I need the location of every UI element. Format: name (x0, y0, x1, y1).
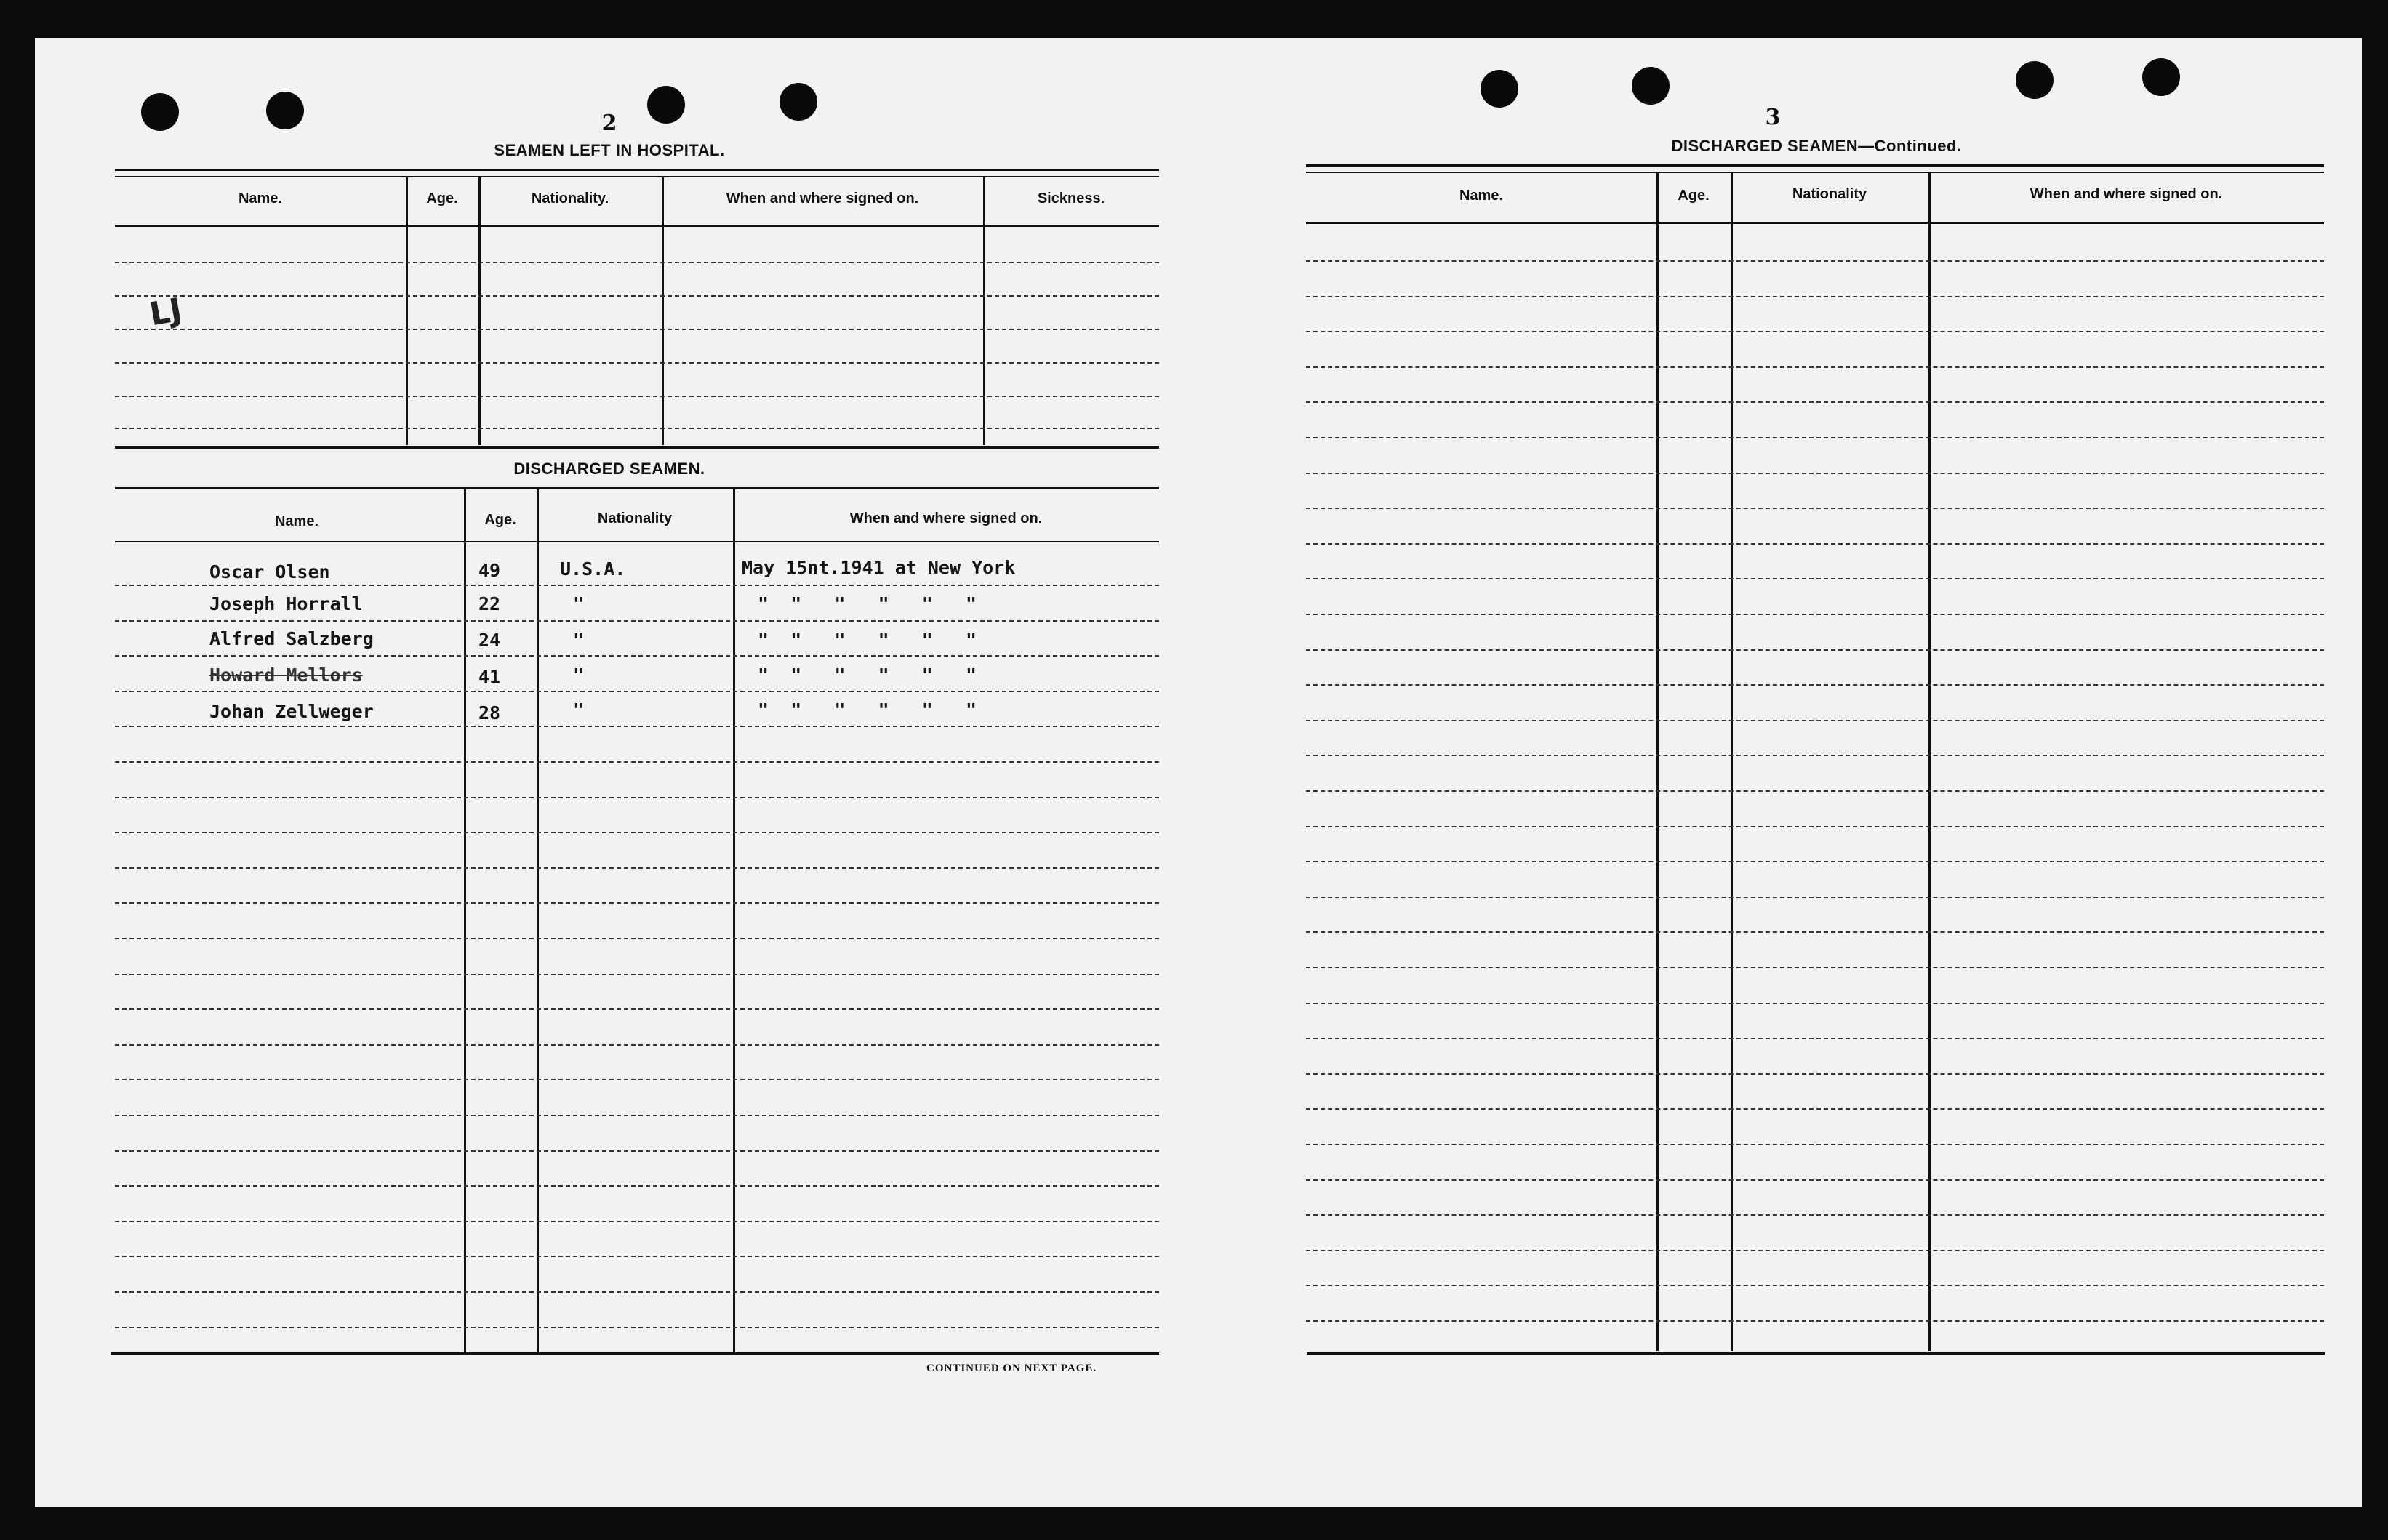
row-line (115, 1008, 1159, 1010)
row-line (115, 1327, 1159, 1328)
hospital-row-line (115, 362, 1159, 364)
hospital-table-top-rule-2 (115, 176, 1159, 177)
hospital-col-sickness: Sickness. (1037, 191, 1105, 206)
row-line (1306, 260, 2324, 262)
hospital-col-divider (662, 177, 664, 445)
row-line (115, 585, 1159, 586)
row-line (1306, 649, 2324, 651)
row-line (1306, 790, 2324, 792)
row-line (115, 938, 1159, 939)
row-line (115, 902, 1159, 904)
continued-col-divider (1656, 173, 1659, 1351)
row-line (1306, 437, 2324, 438)
continued-col-nationality: Nationality (1792, 186, 1867, 202)
row-line (1306, 1179, 2324, 1181)
discharged-col-divider (464, 489, 466, 1352)
row-line (1306, 1320, 2324, 1322)
hospital-row-line (115, 262, 1159, 263)
discharged-section-title: DISCHARGED SEAMEN. (513, 460, 705, 478)
seaman-name: Oscar Olsen (209, 561, 330, 582)
seaman-name: Johan Zellweger (209, 701, 374, 722)
continued-col-signed-on: When and where signed on. (2030, 186, 2223, 202)
seaman-signed-on: " " " " " " (758, 593, 977, 614)
row-line (115, 691, 1159, 692)
seaman-signed-on: " " " " " " (758, 665, 977, 686)
document-sheet (35, 38, 2362, 1507)
row-line (115, 1044, 1159, 1046)
continued-col-age: Age. (1678, 188, 1710, 204)
seaman-name: Joseph Horrall (209, 593, 363, 614)
continued-col-divider (1731, 173, 1733, 1351)
discharged-col-name: Name. (274, 513, 319, 529)
row-line (115, 655, 1159, 657)
row-line (115, 620, 1159, 622)
page-number: 2 (601, 111, 617, 136)
row-line (1306, 1250, 2324, 1251)
continued-col-name: Name. (1459, 188, 1504, 204)
row-line (1306, 508, 2324, 509)
row-line (115, 832, 1159, 833)
row-line (115, 1256, 1159, 1257)
row-line (1306, 401, 2324, 403)
seaman-age: 24 (478, 630, 501, 651)
continued-note: CONTINUED ON NEXT PAGE. (926, 1363, 1097, 1374)
row-line (1306, 1003, 2324, 1004)
row-line (115, 761, 1159, 763)
continued-col-divider (1928, 173, 1931, 1351)
hospital-row-line (115, 428, 1159, 429)
continued-table-top-rule (1306, 164, 2324, 167)
hospital-row-line (115, 396, 1159, 397)
row-line (115, 1150, 1159, 1152)
seaman-name: Alfred Salzberg (209, 628, 374, 649)
seaman-nationality: " (573, 699, 585, 721)
row-line (1306, 331, 2324, 332)
row-line (1306, 897, 2324, 898)
hospital-col-divider (406, 177, 408, 445)
row-line (1306, 473, 2324, 474)
discharged-col-signed-on: When and where signed on. (849, 510, 1043, 526)
hospital-col-age: Age. (426, 191, 458, 206)
hospital-col-divider (478, 177, 481, 445)
discharged-col-nationality: Nationality (597, 510, 673, 526)
row-line (1306, 1108, 2324, 1110)
hospital-row-line (115, 295, 1159, 297)
row-line (1306, 931, 2324, 933)
row-line (1306, 1214, 2324, 1216)
seaman-age: 22 (478, 593, 501, 614)
row-line (115, 1291, 1159, 1293)
right-page (1198, 38, 2362, 1507)
hospital-col-divider (983, 177, 985, 445)
seaman-nationality: " (573, 665, 585, 686)
seaman-signed-on: " " " " " " (758, 630, 977, 651)
row-line (115, 797, 1159, 798)
page-number: 3 (1765, 105, 1781, 130)
seaman-name: Howard Mellors (209, 665, 363, 686)
row-line (115, 974, 1159, 975)
hospital-section-title: SEAMEN LEFT IN HOSPITAL. (494, 141, 725, 159)
seaman-age: 49 (478, 560, 501, 581)
row-line (1306, 296, 2324, 297)
discharged-table-bottom-rule (111, 1352, 1159, 1355)
row-line (1306, 1073, 2324, 1075)
seaman-nationality: U.S.A. (560, 558, 626, 579)
row-line (115, 1185, 1159, 1187)
row-line (1306, 543, 2324, 545)
seaman-nationality: " (573, 593, 585, 614)
row-line (1306, 826, 2324, 827)
row-line (1306, 578, 2324, 579)
continued-header-rule (1306, 222, 2324, 224)
row-line (1306, 1038, 2324, 1039)
seaman-nationality: " (573, 630, 585, 651)
row-line (1306, 1285, 2324, 1286)
row-line (115, 1079, 1159, 1080)
discharged-header-rule (115, 541, 1159, 542)
row-line (115, 867, 1159, 869)
hospital-table-top-rule (115, 169, 1159, 171)
discharged-col-divider (537, 489, 539, 1352)
seaman-age: 28 (478, 702, 501, 723)
row-line (1306, 755, 2324, 756)
seaman-age: 41 (478, 666, 501, 687)
row-line (115, 1115, 1159, 1116)
row-line (115, 726, 1159, 727)
row-line (1306, 366, 2324, 368)
row-line (1306, 614, 2324, 615)
hospital-header-rule (115, 225, 1159, 227)
discharged-col-age: Age. (484, 512, 516, 528)
seaman-signed-on: " " " " " " (758, 699, 977, 721)
handwritten-mark: ᒪJ (146, 291, 185, 334)
continued-section-title: DISCHARGED SEAMEN—Continued. (1671, 137, 1962, 155)
discharged-col-divider (733, 489, 735, 1352)
hospital-col-nationality: Nationality. (531, 191, 609, 206)
hospital-col-signed-on: When and where signed on. (726, 191, 919, 206)
hospital-table-bottom-rule (115, 446, 1159, 449)
seaman-signed-on: May 15nt.1941 at New York (742, 557, 1016, 578)
left-page (35, 38, 1198, 1507)
row-line (1306, 861, 2324, 862)
row-line (1306, 1144, 2324, 1145)
discharged-table-top-rule (115, 487, 1159, 489)
hospital-col-name: Name. (238, 191, 283, 206)
continued-table-top-rule-2 (1306, 172, 2324, 173)
row-line (115, 1221, 1159, 1222)
continued-table-bottom-rule (1307, 1352, 2325, 1355)
row-line (1306, 684, 2324, 686)
hospital-row-line (115, 329, 1159, 330)
row-line (1306, 967, 2324, 968)
row-line (1306, 720, 2324, 721)
